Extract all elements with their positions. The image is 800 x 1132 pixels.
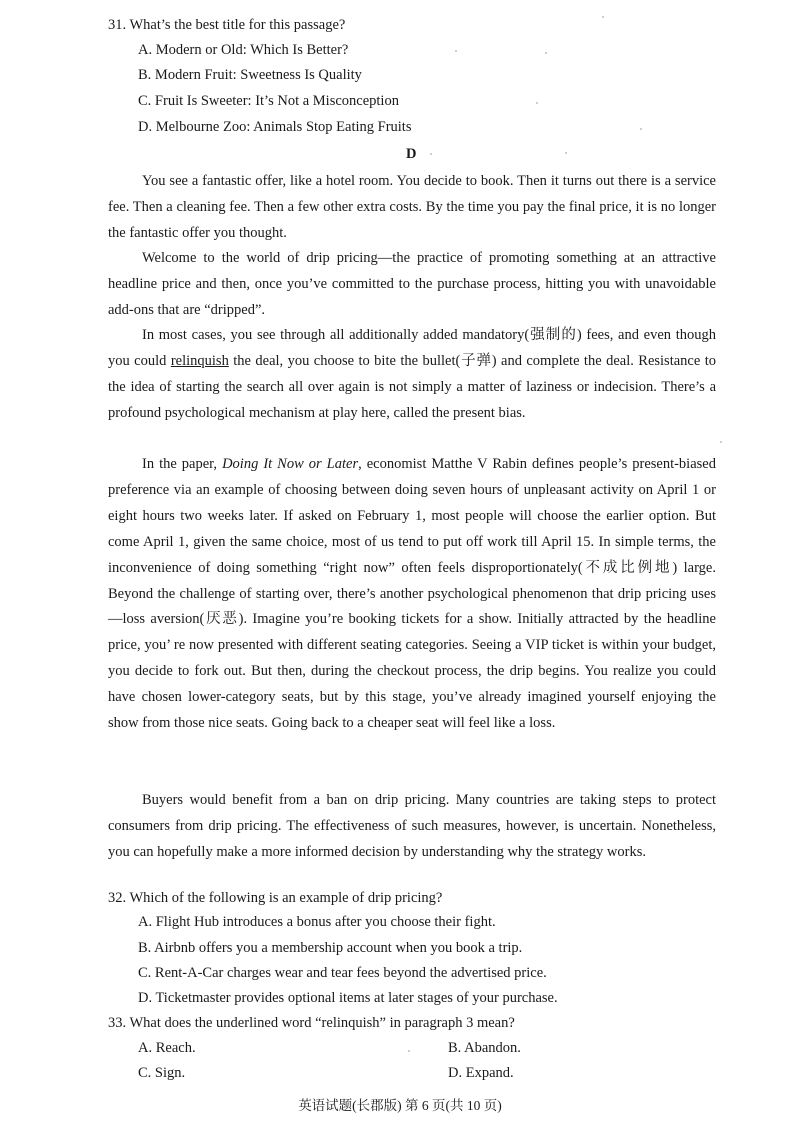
- passage-paragraph-2: Welcome to the world of drip pricing—the practice of promoting something at an attractive headline price and then, once you’ve committed to the purchase process, hitting you with unavoidable add-ons that are “dripped”.: [108, 250, 716, 318]
- q31-stem: 31. What’s the best title for this passage?: [108, 17, 346, 33]
- scan-speck: [455, 50, 457, 52]
- q33-option-d: D. Expand.: [448, 1065, 514, 1081]
- q31-option-d: D. Melbourne Zoo: Animals Stop Eating Fruits: [138, 119, 412, 135]
- q32-option-d: D. Ticketmaster provides optional items at later stages of your purchase.: [138, 990, 558, 1006]
- passage-paragraph-3: [108, 323, 716, 427]
- q32-option-c: C. Rent-A-Car charges wear and tear fees beyond the advertised price.: [138, 965, 547, 981]
- scan-speck: [536, 102, 538, 104]
- section-letter: D: [406, 146, 417, 162]
- scan-speck: [408, 1050, 410, 1052]
- q33-option-b: B. Abandon.: [448, 1040, 521, 1056]
- page-footer: 英语试题(长郡版) 第 6 页(共 10 页): [298, 1098, 502, 1113]
- q32-option-a: A. Flight Hub introduces a bonus after you choose their fight.: [138, 914, 496, 930]
- passage-paragraph-4: [108, 452, 716, 737]
- scan-speck: [602, 16, 604, 18]
- q31-option-c: C. Fruit Is Sweeter: It’s Not a Misconception: [138, 93, 399, 109]
- p4-text-after: , economist Matthe V Rabin defines people’s present-biased preference via an example of choosing between doing seven hours of unpleasant activity on April 1 or eight hours two weeks later. If asked on February 1, most people will choose the earlier option. But come April 1, given the same choice, most of us tend to put off work till April 15. In simple terms, the inconvenience of doing something “right now” often feels disproportionately(不成比例地) large. Beyond the challenge of starting over, there’s another psychological phenomenon that drip pricing uses—loss aversion(厌恶). Imagine you’re booking tickets for a show. Initially attracted by the headline price, you’ re now presented with different seating categories. Seeing a VIP ticket is within your budget, you decide to fork out. But then, during the checkout process, the drip begins. You realize you could have chosen lower-category seats, but by this stage, you’ve already imagined yourself enjoying the show from those nice seats. Going back to a cheaper seat will feel like a loss.: [108, 456, 716, 732]
- q33-stem: 33. What does the underlined word “relinquish” in paragraph 3 mean?: [108, 1015, 515, 1031]
- passage-paragraph-5: Buyers would benefit from a ban on drip pricing. Many countries are taking steps to protect consumers from drip pricing. The effectiveness of such measures, however, is uncertain. Nonetheless, you can hopefully make a more informed decision by understanding why the strategy works.: [108, 792, 716, 860]
- q33-option-a: A. Reach.: [138, 1040, 196, 1056]
- p3-text-after: the deal, you choose to bite the bullet(子弹) and complete the deal. Resistance to the idea of starting the search all over again is not simply a matter of laziness or indecision. There’s a profound psychological mechanism at play here, called the present bias.: [108, 352, 716, 421]
- p3-text-before: In most cases, you see through all additionally added mandatory(强制的) fees, and even though you could: [108, 327, 716, 369]
- q32-option-b: B. Airbnb offers you a membership account when you book a trip.: [138, 940, 523, 956]
- q33-option-c: C. Sign.: [138, 1065, 186, 1081]
- scan-speck: [565, 152, 567, 154]
- underlined-word-relinquish: relinquish: [170, 352, 229, 369]
- paper-title: Doing It Now or Later: [222, 456, 359, 472]
- p4-text-before: In the paper,: [142, 456, 223, 472]
- scan-speck: [430, 153, 432, 155]
- q32-stem: 32. Which of the following is an example of drip pricing?: [108, 890, 443, 906]
- scan-speck: [640, 128, 642, 130]
- scan-speck: [720, 441, 722, 443]
- q31-option-b: B. Modern Fruit: Sweetness Is Quality: [138, 67, 362, 83]
- q31-option-a: A. Modern or Old: Which Is Better?: [138, 42, 349, 58]
- scan-speck: [545, 52, 547, 54]
- passage-paragraph-1: You see a fantastic offer, like a hotel room. You decide to book. Then it turns out there is a service fee. Then a cleaning fee. Then a few other extra costs. By the time you pay the final price, it is no longer the fantastic offer you thought.: [108, 173, 716, 241]
